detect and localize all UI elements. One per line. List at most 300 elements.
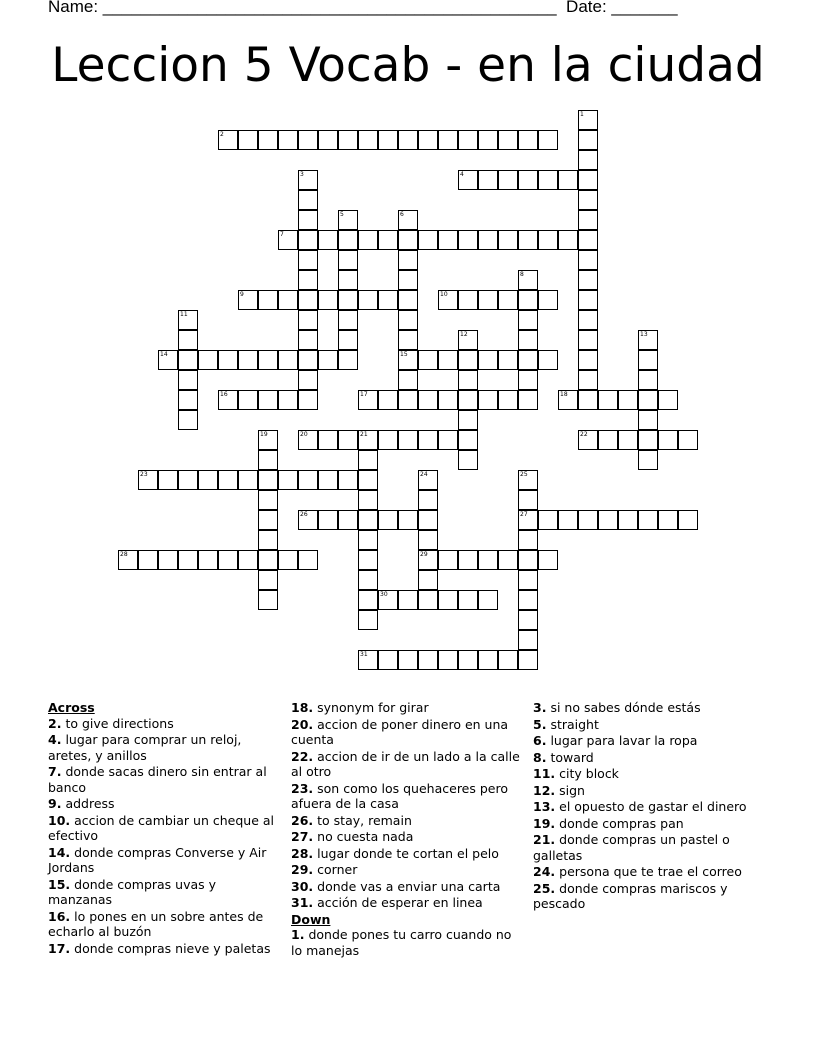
grid-cell[interactable] [278,550,298,570]
grid-cell[interactable] [458,230,478,250]
grid-cell[interactable] [298,550,318,570]
grid-cell[interactable] [358,490,378,510]
clue-item [48,845,280,876]
grid-cell[interactable] [618,510,638,530]
grid-cell[interactable] [598,390,618,410]
grid-cell[interactable] [238,350,258,370]
clues-column-3 [533,700,763,913]
clue-item [533,864,763,880]
clue-item [48,909,280,940]
grid-cell[interactable] [238,130,258,150]
clue-text: lugar para lavar la ropa [550,733,698,748]
grid-cell[interactable] [258,390,278,410]
cell-number: 6 [400,211,404,218]
grid-cell[interactable] [398,230,418,250]
grid-cell[interactable] [398,130,418,150]
grid-cell[interactable] [578,330,598,350]
grid-cell[interactable] [378,510,398,530]
grid-cell[interactable] [498,350,518,370]
grid-cell[interactable] [518,290,538,310]
grid-cell[interactable] [438,550,458,570]
clue-item [533,733,763,749]
grid-cell[interactable] [198,350,218,370]
clue-text: straight [550,716,599,732]
cell-number: 12 [460,331,468,338]
grid-cell[interactable] [178,370,198,390]
grid-cell[interactable] [618,390,638,410]
grid-cell[interactable] [338,250,358,270]
cell-number: 26 [300,511,308,518]
grid-cell[interactable] [378,390,398,410]
grid-cell[interactable] [418,510,438,530]
grid-cell[interactable] [278,470,298,490]
name-date-line: Name: ________________________________________________ Date: _______ [48,0,678,16]
grid-cell[interactable] [238,550,258,570]
grid-cell[interactable] [478,230,498,250]
grid-cell[interactable] [318,510,338,530]
grid-cell[interactable] [398,330,418,350]
clue-item [48,796,280,812]
clue-text: donde compras Converse y Air Jordans [48,844,267,875]
clue-item [48,764,280,795]
grid-cell[interactable] [658,510,678,530]
grid-cell[interactable] [338,470,358,490]
grid-cell[interactable] [358,230,378,250]
grid-cell[interactable] [298,230,318,250]
clue-text: donde pones tu carro cuando no lo manejas [291,927,512,958]
clue-item [291,813,521,829]
down-heading: Down [291,911,331,927]
grid-cell[interactable] [218,550,238,570]
grid-cell[interactable] [258,130,278,150]
grid-cell[interactable] [418,230,438,250]
grid-cell[interactable] [578,290,598,310]
cell-number: 13 [640,331,648,338]
grid-cell[interactable] [298,290,318,310]
grid-cell[interactable] [638,390,658,410]
grid-cell[interactable] [418,490,438,510]
grid-cell[interactable] [278,130,298,150]
grid-cell[interactable] [398,510,418,530]
grid-cell[interactable] [178,550,198,570]
grid-cell[interactable] [458,550,478,570]
clue-text: donde vas a enviar una carta [317,878,501,894]
grid-cell[interactable] [278,390,298,410]
grid-cell[interactable] [358,450,378,470]
grid-cell[interactable] [518,130,538,150]
grid-cell[interactable] [378,230,398,250]
clue-text: address [65,796,115,811]
grid-cell[interactable] [158,470,178,490]
grid-cell[interactable] [438,430,458,450]
clue-text: to stay, remain [317,812,412,828]
grid-cell[interactable] [518,350,538,370]
grid-cell[interactable] [358,590,378,610]
grid-cell[interactable] [518,610,538,630]
page-title: Leccion 5 Vocab - en la ciudad [51,38,765,93]
grid-cell[interactable] [438,230,458,250]
clue-number: 22. [291,748,314,764]
grid-cell[interactable] [338,290,358,310]
grid-cell[interactable] [418,430,438,450]
grid-cell[interactable] [318,130,338,150]
grid-cell[interactable] [318,470,338,490]
grid-cell[interactable] [178,470,198,490]
grid-cell[interactable] [338,350,358,370]
grid-cell[interactable] [578,270,598,290]
grid-cell[interactable] [258,470,278,490]
grid-cell[interactable] [478,350,498,370]
grid-cell[interactable] [338,510,358,530]
clue-number: 9. [48,796,62,811]
grid-cell[interactable] [478,170,498,190]
grid-cell[interactable] [178,350,198,370]
grid-cell[interactable] [298,270,318,290]
grid-cell[interactable] [398,650,418,670]
grid-cell[interactable] [138,550,158,570]
grid-cell[interactable] [478,650,498,670]
grid-cell[interactable] [398,290,418,310]
grid-cell[interactable] [258,590,278,610]
grid-cell[interactable] [478,130,498,150]
grid-cell[interactable] [478,550,498,570]
clue-number: 8. [533,749,547,765]
grid-cell[interactable] [578,250,598,270]
grid-cell[interactable] [538,230,558,250]
grid-cell[interactable] [438,390,458,410]
clue-number: 21. [533,832,556,847]
grid-cell[interactable] [298,250,318,270]
grid-cell[interactable] [338,230,358,250]
grid-cell[interactable] [638,510,658,530]
grid-cell[interactable] [498,170,518,190]
cell-number: 4 [460,171,464,178]
grid-cell[interactable] [478,590,498,610]
grid-cell[interactable] [238,470,258,490]
cell-number: 10 [440,291,448,298]
grid-cell[interactable] [338,130,358,150]
clue-number: 28. [291,845,314,861]
cell-number: 11 [180,311,188,318]
clue-number: 24. [533,864,556,879]
grid-cell[interactable] [318,350,338,370]
clue-text: donde compras un pastel o galletas [533,832,730,863]
clues-column-1 [48,700,280,957]
grid-cell[interactable] [458,370,478,390]
cell-number: 2 [220,131,224,138]
clue-item [291,862,521,878]
grid-cell[interactable] [318,430,338,450]
grid-cell[interactable] [518,170,538,190]
grid-cell[interactable] [298,330,318,350]
clue-number: 19. [533,815,556,831]
grid-cell[interactable] [438,590,458,610]
grid-cell[interactable] [418,590,438,610]
grid-cell[interactable] [298,310,318,330]
grid-cell[interactable] [578,170,598,190]
clue-number: 4. [48,732,62,747]
across-heading: Across [48,700,95,715]
grid-cell[interactable] [398,390,418,410]
grid-cell[interactable] [538,350,558,370]
grid-cell[interactable] [418,350,438,370]
grid-cell[interactable] [418,390,438,410]
grid-cell[interactable] [258,510,278,530]
clue-number: 11. [533,766,556,781]
grid-cell[interactable] [518,590,538,610]
grid-cell[interactable] [358,530,378,550]
clue-item [533,700,763,716]
clue-number: 18. [291,700,314,715]
grid-cell[interactable] [578,190,598,210]
grid-cell[interactable] [358,130,378,150]
grid-cell[interactable] [518,370,538,390]
grid-cell[interactable] [198,550,218,570]
cell-number: 31 [360,651,368,658]
clue-item [291,879,521,895]
grid-cell[interactable] [298,350,318,370]
clue-text: donde compras nieve y paletas [74,940,271,956]
clue-number: 1. [291,927,305,942]
grid-cell[interactable] [318,290,338,310]
grid-cell[interactable] [518,650,538,670]
cell-number: 23 [140,471,148,478]
grid-cell[interactable] [518,490,538,510]
clue-text: el opuesto de gastar el dinero [559,799,747,814]
grid-cell[interactable] [418,530,438,550]
grid-cell[interactable] [438,350,458,370]
clue-item [291,895,521,911]
grid-cell[interactable] [198,470,218,490]
cell-number: 1 [580,111,584,118]
grid-cell[interactable] [638,370,658,390]
grid-cell[interactable] [158,550,178,570]
grid-cell[interactable] [398,250,418,270]
grid-cell[interactable] [298,370,318,390]
grid-cell[interactable] [578,230,598,250]
grid-cell[interactable] [358,510,378,530]
grid-cell[interactable] [458,290,478,310]
grid-cell[interactable] [538,170,558,190]
grid-cell[interactable] [378,290,398,310]
grid-cell[interactable] [578,210,598,230]
grid-cell[interactable] [518,570,538,590]
grid-cell[interactable] [498,550,518,570]
clue-number: 5. [533,716,547,732]
clue-item [291,829,521,845]
grid-cell[interactable] [418,130,438,150]
grid-cell[interactable] [558,170,578,190]
grid-cell[interactable] [558,510,578,530]
grid-cell[interactable] [458,350,478,370]
grid-cell[interactable] [638,450,658,470]
grid-cell[interactable] [518,550,538,570]
grid-cell[interactable] [398,430,418,450]
grid-cell[interactable] [258,530,278,550]
grid-cell[interactable] [298,390,318,410]
clue-item [291,749,521,780]
clue-item [48,716,280,732]
grid-cell[interactable] [338,330,358,350]
grid-cell[interactable] [258,350,278,370]
clue-item [533,816,763,832]
grid-cell[interactable] [298,210,318,230]
grid-cell[interactable] [178,390,198,410]
clue-text: persona que te trae el correo [559,864,742,879]
grid-cell[interactable] [378,130,398,150]
grid-cell[interactable] [658,390,678,410]
grid-cell[interactable] [518,630,538,650]
grid-cell[interactable] [498,230,518,250]
grid-cell[interactable] [538,130,558,150]
grid-cell[interactable] [578,310,598,330]
grid-cell[interactable] [258,570,278,590]
grid-cell[interactable] [598,510,618,530]
clue-text: donde sacas dinero sin entrar al banco [48,764,267,795]
grid-cell[interactable] [358,610,378,630]
grid-cell[interactable] [178,330,198,350]
grid-cell[interactable] [538,550,558,570]
grid-cell[interactable] [298,190,318,210]
cell-number: 7 [280,231,284,238]
grid-cell[interactable] [398,370,418,390]
grid-cell[interactable] [458,390,478,410]
cell-number: 9 [240,291,244,298]
grid-cell[interactable] [658,430,678,450]
clue-item [48,732,280,763]
grid-cell[interactable] [478,390,498,410]
grid-cell[interactable] [218,350,238,370]
clue-text: toward [550,749,594,765]
grid-cell[interactable] [318,230,338,250]
grid-cell[interactable] [578,130,598,150]
clue-number: 25. [533,880,556,896]
clue-text: accion de cambiar un cheque al efectivo [48,812,275,843]
grid-cell[interactable] [578,390,598,410]
grid-cell[interactable] [258,290,278,310]
grid-cell[interactable] [498,130,518,150]
grid-cell[interactable] [638,350,658,370]
cell-number: 30 [380,591,388,598]
grid-cell[interactable] [458,450,478,470]
grid-cell[interactable] [398,310,418,330]
cell-number: 16 [220,391,228,398]
grid-cell[interactable] [358,290,378,310]
cell-number: 17 [360,391,368,398]
grid-cell[interactable] [258,550,278,570]
grid-cell[interactable] [538,290,558,310]
clue-text: accion de poner dinero en una cuenta [291,716,509,747]
grid-cell[interactable] [438,650,458,670]
clue-text: donde compras pan [559,815,684,831]
clue-item [533,750,763,766]
clue-number: 3. [533,700,547,715]
grid-cell[interactable] [578,150,598,170]
grid-cell[interactable] [458,410,478,430]
grid-cell[interactable] [338,270,358,290]
clue-number: 12. [533,782,556,798]
cell-number: 19 [260,431,268,438]
grid-cell[interactable] [358,570,378,590]
grid-cell[interactable] [358,550,378,570]
clue-item [533,881,763,912]
grid-cell[interactable] [598,430,618,450]
clue-item [291,846,521,862]
grid-cell[interactable] [378,430,398,450]
grid-cell[interactable] [458,650,478,670]
clue-item [48,877,280,908]
grid-cell[interactable] [518,530,538,550]
clue-number: 20. [291,716,314,732]
grid-cell[interactable] [438,130,458,150]
grid-cell[interactable] [518,310,538,330]
grid-cell[interactable] [498,390,518,410]
clue-text: si no sabes dónde estás [550,700,701,715]
cell-number: 22 [580,431,588,438]
grid-cell[interactable] [298,130,318,150]
grid-cell[interactable] [378,650,398,670]
grid-cell[interactable] [418,650,438,670]
grid-cell[interactable] [518,230,538,250]
grid-cell[interactable] [538,510,558,530]
grid-cell[interactable] [498,650,518,670]
clue-number: 23. [291,780,314,796]
grid-cell[interactable] [558,230,578,250]
grid-cell[interactable] [418,570,438,590]
grid-cell[interactable] [398,590,418,610]
clue-number: 16. [48,908,71,924]
clues-column-2 [291,700,521,959]
grid-cell[interactable] [238,390,258,410]
clue-number: 13. [533,799,556,814]
grid-cell[interactable] [458,130,478,150]
clue-text: acción de esperar en linea [317,895,483,910]
grid-cell[interactable] [578,370,598,390]
grid-cell[interactable] [498,290,518,310]
grid-cell[interactable] [398,270,418,290]
grid-cell[interactable] [518,390,538,410]
grid-cell[interactable] [338,310,358,330]
grid-cell[interactable] [518,330,538,350]
grid-cell[interactable] [218,470,238,490]
grid-cell[interactable] [458,590,478,610]
clue-item [291,700,521,716]
grid-cell[interactable] [678,510,698,530]
grid-cell[interactable] [358,470,378,490]
clue-number: 27. [291,829,314,844]
grid-cell[interactable] [638,430,658,450]
grid-cell[interactable] [278,350,298,370]
grid-cell[interactable] [578,350,598,370]
clue-number: 10. [48,812,71,828]
grid-cell[interactable] [478,290,498,310]
grid-cell[interactable] [618,430,638,450]
grid-cell[interactable] [678,430,698,450]
clue-number: 31. [291,895,314,910]
grid-cell[interactable] [178,410,198,430]
grid-cell[interactable] [258,490,278,510]
grid-cell[interactable] [638,410,658,430]
grid-cell[interactable] [278,290,298,310]
grid-cell[interactable] [258,450,278,470]
clue-item [291,927,521,958]
grid-cell[interactable] [578,510,598,530]
clue-text: corner [317,862,358,877]
grid-cell[interactable] [458,430,478,450]
grid-cell[interactable] [298,470,318,490]
grid-cell[interactable] [338,430,358,450]
clue-text: to give directions [65,715,174,731]
